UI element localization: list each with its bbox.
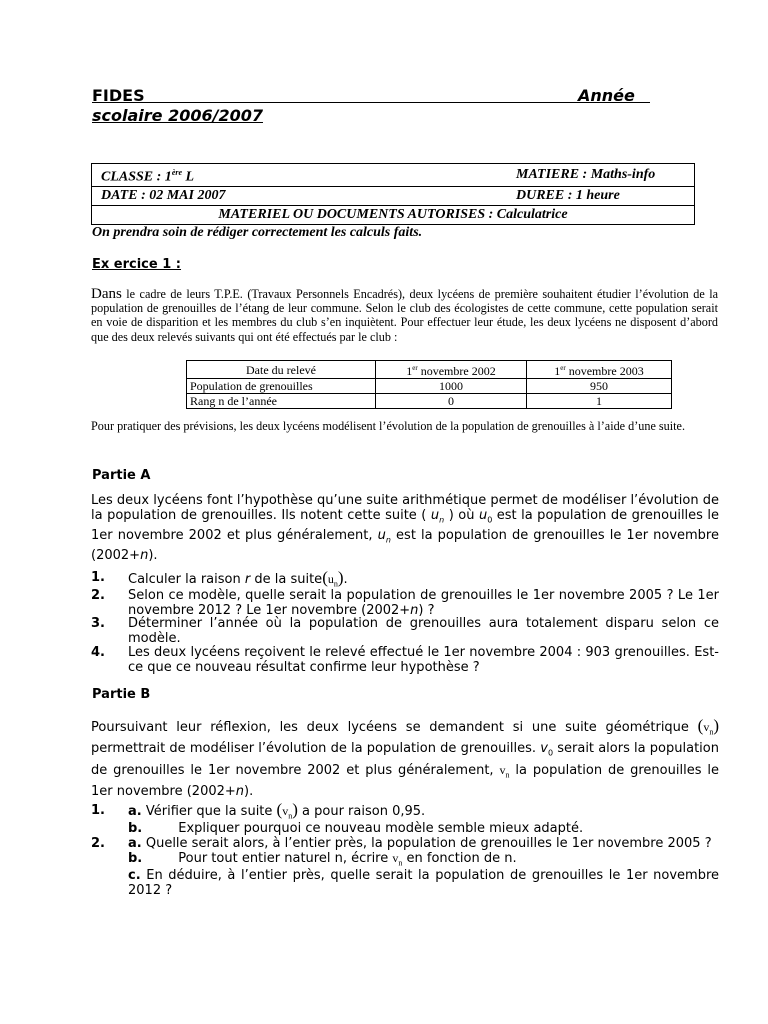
partA-q3: Déterminer l’année où la population de grenouilles aura totalement disparu selon ce modèle. [128, 616, 719, 647]
partB-q1-num: 1. [91, 803, 105, 818]
partB-q2a: a. Quelle serait alors, à l’entier près, la population de grenouilles le 1er novembre 2005 ? [128, 836, 712, 851]
partB-q1a: a. Vérifier que la suite $(v_n)$ a pour raison 0,95. [128, 800, 426, 821]
partA-title: Partie A [92, 468, 151, 483]
intro-paragraph: Dans le cadre de leurs T.P.E. (Travaux Personnels Encadrés), deux lycéens de première souhaitent étudier l’évolution de la population de grenouilles de l’étang de leur commune. Selon le club des écologistes de cette commune, cette population serait en voie de disparition et les membres du club s’en inquiètent. Pour effectuer leur étude, les deux lycéens ne disposent d’abord que des deux relevés suivants qui ont été effectués par le club : [91, 286, 718, 344]
partB-q2b: b. Pour tout entier naturel n, écrire $v_n$ en fonction de n. [128, 851, 517, 868]
partA-q2: Selon ce modèle, quelle serait la population de grenouilles le 1er novembre 2005 ? Le 1er novembre 2012 ? Le 1er novembre (2002+n) ? [128, 588, 719, 619]
table-row: Population de grenouilles 1000 950 [187, 379, 672, 394]
partB-q1b: b. Expliquer pourquoi ce nouveau modèle semble mieux adapté. [128, 821, 584, 836]
partA-q1-num: 1. [91, 570, 105, 585]
classe-cell: CLASSE : 1ère L [92, 164, 508, 187]
date-cell: DATE : 02 MAI 2007 [92, 186, 508, 205]
partA-q3-num: 3. [91, 616, 105, 631]
materiel-cell: MATERIEL OU DOCUMENTS AUTORISES : Calculatrice [92, 205, 695, 224]
partA-q4: Les deux lycéens reçoivent le relevé effectué le 1er novembre 2004 : 903 grenouilles. Est-ce que ce nouveau résultat confirme leur hypothèse ? [128, 645, 719, 676]
header-underline [92, 102, 650, 103]
header-scolaire: scolaire 2006/2007 [92, 106, 263, 125]
header-annee: Année [578, 86, 635, 105]
partB-q2c: c. En déduire, à l’entier près, quelle serait la population de grenouilles le 1er novembre 2012 ? [128, 868, 719, 899]
after-table-paragraph: Pour pratiquer des prévisions, les deux lycéens modélisent l’évolution de la population de grenouilles à l’aide d’une suite. [91, 419, 685, 433]
survey-table [186, 360, 672, 409]
table-row: Date du relevé 1er novembre 2002 1er novembre 2003 [187, 361, 672, 379]
table-row: Rang n de l’année 0 1 [187, 394, 672, 409]
partA-q2-num: 2. [91, 588, 105, 603]
partA-q4-num: 4. [91, 645, 105, 660]
partB-title: Partie B [92, 687, 151, 702]
header-fides: FIDES [92, 86, 145, 105]
partA-q1: Calculer la raison r de la $suite(u_n)$. [128, 568, 348, 589]
partA-intro: Les deux lycéens font l’hypothèse qu’une suite arithmétique permet de modéliser l’évolution de la population de grenouilles. Ils notent cette suite ( $u_n$ ) où $u_0$ est la population de grenouilles le 1er novembre 2002 et plus généralement, $u_n$ est la population de grenouilles le 1er novembre (2002+n). [91, 493, 720, 564]
duree-cell: DUREE : 1 heure [507, 186, 695, 205]
partB-q2-num: 2. [91, 836, 105, 851]
partB-intro: Poursuivant leur réflexion, les deux lycéens se demandent si une suite géométrique $(v_n)$ permettrait de modéliser l’évolution de la population de grenouilles. $v_0$ serait alors la population de grenouilles le 1er novembre 2002 et plus généralement, $v_n$ la population de grenouilles le 1er novembre (2002+n). [91, 716, 719, 800]
exercise-title: Ex ercice 1 : [92, 257, 182, 272]
info-table [91, 163, 695, 225]
matiere-cell: MATIERE : Maths-info [507, 164, 695, 187]
instruction-note: On prendra soin de rédiger correctement les calculs faits. [92, 225, 423, 240]
